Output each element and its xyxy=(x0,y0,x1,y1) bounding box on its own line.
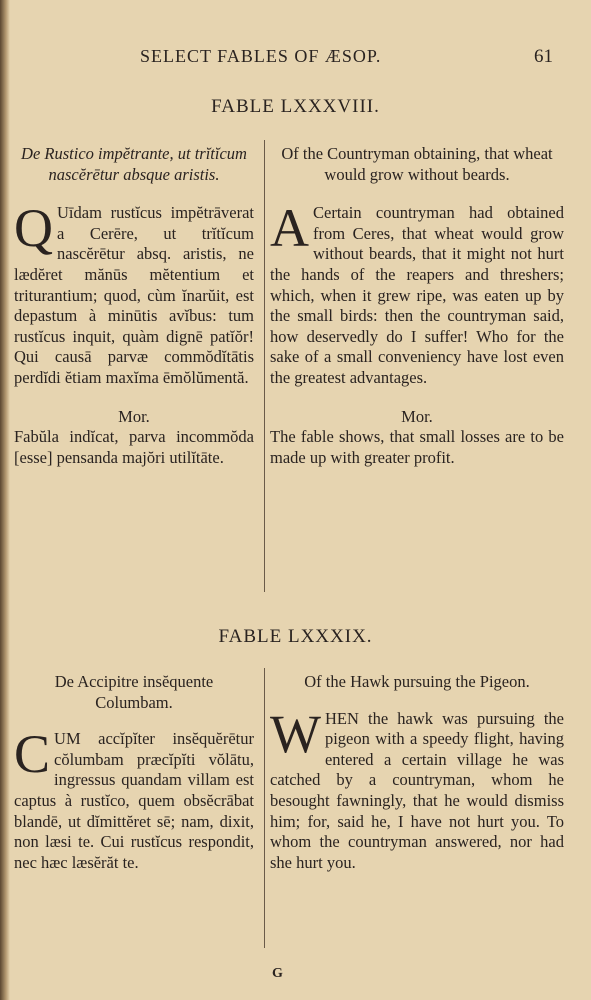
fable-89-latin-body xyxy=(14,724,254,873)
fable-88-english-moral: The fable shows, that small losses are to be made up with greater profit. xyxy=(270,427,564,467)
fable-88-heading: FABLE LXXXVIII. xyxy=(211,96,380,117)
book-gutter xyxy=(0,0,10,1000)
fable-88-latin-moral: Fabŭla indĭcat, parva incommŏda [esse] pensanda majŏri utilĭtāte. xyxy=(14,427,254,467)
fable-88-english-dropcap: A xyxy=(270,198,309,259)
column-divider xyxy=(264,140,265,592)
fable-89-latin-dropcap: C xyxy=(14,724,51,785)
fable-88-latin-body xyxy=(14,198,254,388)
fable-89-latin-column xyxy=(14,672,254,873)
fable-89-heading: FABLE LXXXIX. xyxy=(218,626,373,647)
fable-88-latin-moral-label: Mor. xyxy=(118,406,150,426)
fable-89-english-body xyxy=(270,703,564,874)
fable-88-english-moral-label: Mor. xyxy=(401,406,433,426)
fable-89-english-title: Of the Hawk pursuing the Pigeon. xyxy=(304,672,530,691)
running-title: SELECT FABLES OF ÆSOP. xyxy=(140,46,382,66)
fable-88-english-column xyxy=(270,144,564,468)
fable-89-english-text: HEN the hawk was pursuing the pigeon with a speedy flight, having entered a certain village he was catched by a countryman, whom he besought fawningly, that he would dismiss him; for, said he, I have not hurt you. To whom the countryman answered, nor had she hurt you. xyxy=(270,708,564,872)
fable-88-latin-dropcap: Q xyxy=(14,198,53,259)
fable-88-latin-title: De Rustico impĕtrante, ut trĭtĭcum nascĕrētur absque aristis. xyxy=(21,144,247,184)
fable-88-english-title: Of the Countryman obtaining, that wheat would grow without beards. xyxy=(281,144,553,184)
fable-88-english-text: Certain countryman had obtained from Ceres, that wheat would grow without beards, that it might not hurt the hands of the reapers and threshers; which, when it grew ripe, was eaten up by the small birds: then the countryman said, how deservedly do I suffer! Who for the sake of a small conveniency have lost even the greatest advantages. xyxy=(270,203,564,387)
fable-88-latin-column xyxy=(14,144,254,468)
signature-mark: G xyxy=(272,966,283,981)
fable-89-english-column xyxy=(270,672,564,873)
fable-88-english-body xyxy=(270,198,564,388)
page-number: 61 xyxy=(534,46,553,67)
fable-89-english-dropcap: W xyxy=(270,703,321,764)
fable-88-latin-text: Uīdam rustĭcus impĕtrāverat a Cerēre, ut trĭtĭcum nascĕrētur absq. aristis, ne lædĕret mănūs mĕtentium et triturantium; quod, cùm ĭnarŭit, est depastum à minūtis avĭbus: tum rustĭcus inquit, quàm dignē patĭŏr! Qui causā parvæ commŏdĭtātis perdĭdi ĕtiam maxĭma ēmŏlŭmentă. xyxy=(14,203,254,387)
fable-89-latin-title: De Accipitre insĕquente Columbam. xyxy=(54,672,214,712)
column-divider-2 xyxy=(264,668,265,948)
fable-89-latin-text: UM accĭpĭter insĕquĕrētur cŏlumbam præcĭpĭti vŏlātu, ingressus quandam villam est captus à rustĭco, quem obsĕcrābat blandē, ut dĭmittĕret sē; nam, dixit, non læsi te. Cui rustĭcus respondit, nec hæc læsĕrăt te. xyxy=(14,729,254,872)
running-header xyxy=(0,40,591,70)
